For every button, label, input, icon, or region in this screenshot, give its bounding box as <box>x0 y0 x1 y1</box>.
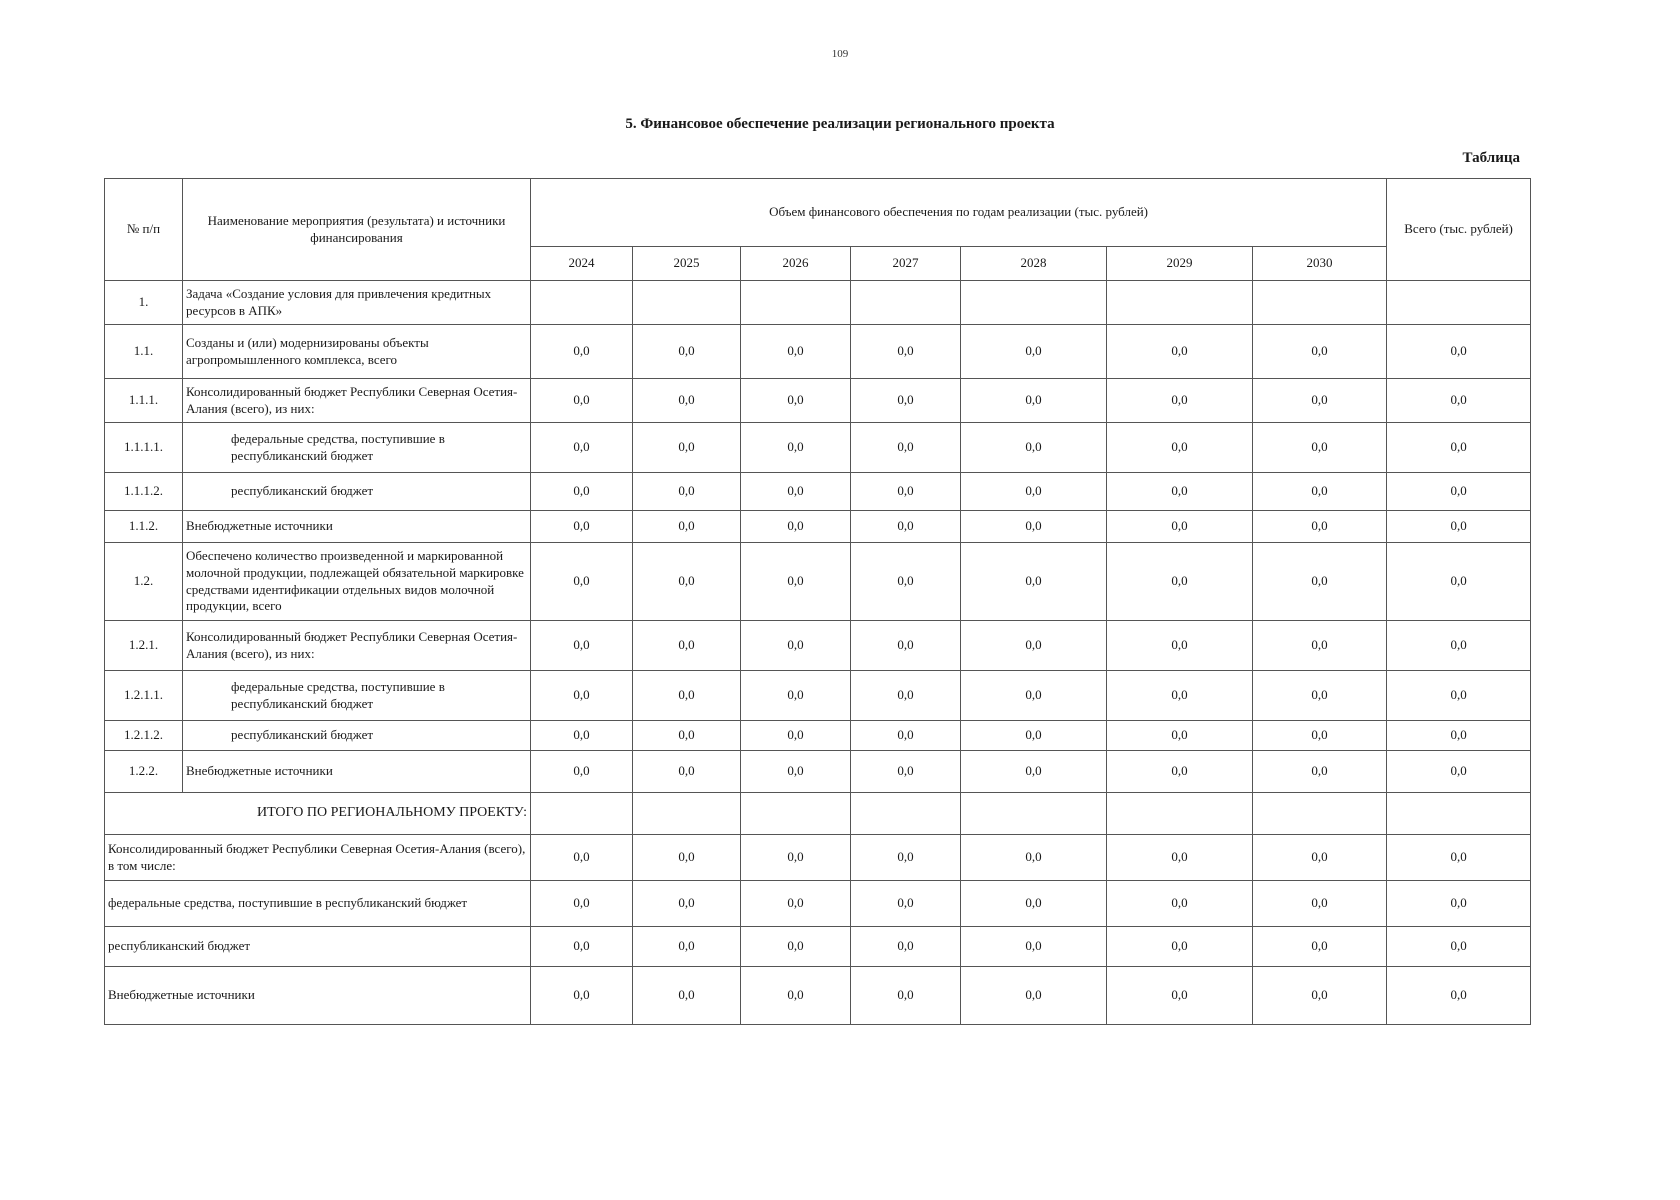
table-row <box>105 721 1531 751</box>
header-year: 2028 <box>961 247 1107 281</box>
financing-table <box>104 178 1531 1025</box>
year-value: 0,0 <box>1253 881 1387 927</box>
year-value <box>531 281 633 325</box>
year-value: 0,0 <box>633 379 741 423</box>
year-value: 0,0 <box>531 379 633 423</box>
row-total: 0,0 <box>1387 881 1531 927</box>
year-value: 0,0 <box>633 325 741 379</box>
year-value: 0,0 <box>531 511 633 543</box>
empty-cell <box>1253 793 1387 835</box>
empty-cell <box>633 793 741 835</box>
empty-cell <box>741 793 851 835</box>
year-value: 0,0 <box>1253 671 1387 721</box>
year-value: 0,0 <box>741 835 851 881</box>
row-total: 0,0 <box>1387 423 1531 473</box>
total-title: ИТОГО ПО РЕГИОНАЛЬНОМУ ПРОЕКТУ: <box>105 793 531 835</box>
year-value: 0,0 <box>1107 881 1253 927</box>
year-value: 0,0 <box>1107 511 1253 543</box>
row-name: Консолидированный бюджет Республики Северная Осетия-Алания (всего), из них: <box>183 621 531 671</box>
row-number: 1.1. <box>105 325 183 379</box>
year-value: 0,0 <box>961 671 1107 721</box>
year-value: 0,0 <box>961 621 1107 671</box>
row-total: 0,0 <box>1387 473 1531 511</box>
year-value: 0,0 <box>851 751 961 793</box>
row-number: 1.1.1.2. <box>105 473 183 511</box>
year-value: 0,0 <box>961 751 1107 793</box>
table-label: Таблица <box>1462 150 1520 166</box>
row-total: 0,0 <box>1387 751 1531 793</box>
total-row-name: Консолидированный бюджет Республики Северная Осетия-Алания (всего), в том числе: <box>105 835 531 881</box>
year-value: 0,0 <box>531 967 633 1025</box>
year-value: 0,0 <box>531 543 633 621</box>
year-value: 0,0 <box>1107 835 1253 881</box>
row-number: 1.2.2. <box>105 751 183 793</box>
empty-cell <box>1107 793 1253 835</box>
row-number: 1.2. <box>105 543 183 621</box>
year-value: 0,0 <box>531 325 633 379</box>
header-name: Наименование мероприятия (результата) и источники финансирования <box>183 179 531 281</box>
row-total: 0,0 <box>1387 543 1531 621</box>
year-value: 0,0 <box>531 927 633 967</box>
row-total: 0,0 <box>1387 927 1531 967</box>
year-value: 0,0 <box>961 835 1107 881</box>
year-value: 0,0 <box>1107 543 1253 621</box>
year-value: 0,0 <box>1253 621 1387 671</box>
year-value: 0,0 <box>741 325 851 379</box>
year-value: 0,0 <box>961 543 1107 621</box>
total-row-name: федеральные средства, поступившие в республиканский бюджет <box>105 881 531 927</box>
row-number: 1.2.1. <box>105 621 183 671</box>
row-number: 1. <box>105 281 183 325</box>
row-name: федеральные средства, поступившие в республиканский бюджет <box>183 423 531 473</box>
table-row <box>105 473 1531 511</box>
year-value <box>633 281 741 325</box>
year-value: 0,0 <box>961 325 1107 379</box>
row-name: Консолидированный бюджет Республики Северная Осетия-Алания (всего), из них: <box>183 379 531 423</box>
year-value: 0,0 <box>531 621 633 671</box>
year-value: 0,0 <box>1253 835 1387 881</box>
year-value: 0,0 <box>961 967 1107 1025</box>
row-total: 0,0 <box>1387 621 1531 671</box>
year-value: 0,0 <box>633 621 741 671</box>
header-total: Всего (тыс. рублей) <box>1387 179 1531 281</box>
year-value: 0,0 <box>741 671 851 721</box>
year-value: 0,0 <box>633 967 741 1025</box>
year-value: 0,0 <box>1253 751 1387 793</box>
row-total: 0,0 <box>1387 671 1531 721</box>
year-value: 0,0 <box>851 881 961 927</box>
year-value: 0,0 <box>961 473 1107 511</box>
year-value: 0,0 <box>961 881 1107 927</box>
year-value: 0,0 <box>851 621 961 671</box>
table-row <box>105 621 1531 671</box>
row-name: Внебюджетные источники <box>183 511 531 543</box>
total-row <box>105 927 1531 967</box>
year-value: 0,0 <box>851 967 961 1025</box>
year-value: 0,0 <box>531 751 633 793</box>
year-value: 0,0 <box>851 543 961 621</box>
year-value: 0,0 <box>531 881 633 927</box>
year-value: 0,0 <box>741 751 851 793</box>
year-value: 0,0 <box>1107 721 1253 751</box>
table-row <box>105 281 1531 325</box>
total-row <box>105 881 1531 927</box>
table-row <box>105 671 1531 721</box>
year-value <box>741 281 851 325</box>
year-value: 0,0 <box>961 423 1107 473</box>
year-value: 0,0 <box>633 721 741 751</box>
total-row-name: республиканский бюджет <box>105 927 531 967</box>
year-value: 0,0 <box>1107 379 1253 423</box>
year-value: 0,0 <box>531 835 633 881</box>
year-value: 0,0 <box>741 621 851 671</box>
year-value: 0,0 <box>851 473 961 511</box>
row-number: 1.2.1.2. <box>105 721 183 751</box>
row-total <box>1387 281 1531 325</box>
total-row-name: Внебюджетные источники <box>105 967 531 1025</box>
total-title-row <box>105 793 1531 835</box>
row-total: 0,0 <box>1387 835 1531 881</box>
year-value: 0,0 <box>851 835 961 881</box>
year-value: 0,0 <box>851 721 961 751</box>
year-value: 0,0 <box>531 671 633 721</box>
header-num: № п/п <box>105 179 183 281</box>
year-value: 0,0 <box>1107 751 1253 793</box>
year-value <box>1107 281 1253 325</box>
year-value: 0,0 <box>633 751 741 793</box>
empty-cell <box>531 793 633 835</box>
total-row <box>105 967 1531 1025</box>
row-name: Созданы и (или) модернизированы объекты агропромышленного комплекса, всего <box>183 325 531 379</box>
row-number: 1.2.1.1. <box>105 671 183 721</box>
year-value: 0,0 <box>851 511 961 543</box>
year-value: 0,0 <box>633 671 741 721</box>
header-year: 2029 <box>1107 247 1253 281</box>
year-value: 0,0 <box>1253 967 1387 1025</box>
header-year: 2024 <box>531 247 633 281</box>
year-value: 0,0 <box>741 721 851 751</box>
row-total: 0,0 <box>1387 379 1531 423</box>
empty-cell <box>1387 793 1531 835</box>
header-volume: Объем финансового обеспечения по годам реализации (тыс. рублей) <box>531 179 1387 247</box>
year-value: 0,0 <box>1107 967 1253 1025</box>
year-value: 0,0 <box>851 927 961 967</box>
year-value: 0,0 <box>1107 621 1253 671</box>
header-year: 2025 <box>633 247 741 281</box>
year-value: 0,0 <box>531 721 633 751</box>
year-value: 0,0 <box>851 423 961 473</box>
year-value: 0,0 <box>1107 423 1253 473</box>
year-value: 0,0 <box>633 423 741 473</box>
year-value: 0,0 <box>851 325 961 379</box>
row-total: 0,0 <box>1387 325 1531 379</box>
year-value: 0,0 <box>741 543 851 621</box>
year-value: 0,0 <box>961 927 1107 967</box>
section-title: 5. Финансовое обеспечение реализации регионального проекта <box>625 116 1055 132</box>
row-name: Обеспечено количество произведенной и маркированной молочной продукции, подлежащей обязательной маркировке средствами идентификации отдельных видов молочной продукции, всего <box>183 543 531 621</box>
year-value: 0,0 <box>633 511 741 543</box>
table-row <box>105 325 1531 379</box>
year-value: 0,0 <box>1107 671 1253 721</box>
row-name: республиканский бюджет <box>183 721 531 751</box>
empty-cell <box>961 793 1107 835</box>
year-value: 0,0 <box>741 927 851 967</box>
year-value: 0,0 <box>1253 473 1387 511</box>
row-name: Внебюджетные источники <box>183 751 531 793</box>
year-value: 0,0 <box>1253 423 1387 473</box>
row-total: 0,0 <box>1387 967 1531 1025</box>
year-value: 0,0 <box>633 927 741 967</box>
year-value: 0,0 <box>851 671 961 721</box>
year-value: 0,0 <box>531 473 633 511</box>
year-value: 0,0 <box>741 967 851 1025</box>
year-value: 0,0 <box>741 881 851 927</box>
year-value: 0,0 <box>1253 927 1387 967</box>
row-name: республиканский бюджет <box>183 473 531 511</box>
row-total: 0,0 <box>1387 511 1531 543</box>
year-value: 0,0 <box>1253 543 1387 621</box>
year-value: 0,0 <box>961 721 1107 751</box>
header-year: 2026 <box>741 247 851 281</box>
year-value: 0,0 <box>961 379 1107 423</box>
year-value: 0,0 <box>741 423 851 473</box>
row-name: федеральные средства, поступившие в республиканский бюджет <box>183 671 531 721</box>
year-value: 0,0 <box>531 423 633 473</box>
year-value: 0,0 <box>633 473 741 511</box>
row-number: 1.1.1. <box>105 379 183 423</box>
year-value: 0,0 <box>1253 325 1387 379</box>
year-value: 0,0 <box>961 511 1107 543</box>
total-row <box>105 835 1531 881</box>
year-value: 0,0 <box>741 473 851 511</box>
year-value: 0,0 <box>1253 511 1387 543</box>
year-value: 0,0 <box>741 511 851 543</box>
table-body <box>105 281 1531 1025</box>
year-value: 0,0 <box>1107 473 1253 511</box>
year-value: 0,0 <box>741 379 851 423</box>
table-row <box>105 379 1531 423</box>
year-value <box>851 281 961 325</box>
year-value <box>1253 281 1387 325</box>
table-row <box>105 423 1531 473</box>
year-value: 0,0 <box>1253 379 1387 423</box>
empty-cell <box>851 793 961 835</box>
table-row <box>105 511 1531 543</box>
year-value: 0,0 <box>1253 721 1387 751</box>
year-value: 0,0 <box>633 835 741 881</box>
year-value: 0,0 <box>1107 325 1253 379</box>
header-year: 2027 <box>851 247 961 281</box>
row-number: 1.1.2. <box>105 511 183 543</box>
row-number: 1.1.1.1. <box>105 423 183 473</box>
year-value: 0,0 <box>851 379 961 423</box>
year-value <box>961 281 1107 325</box>
row-name: Задача «Создание условия для привлечения кредитных ресурсов в АПК» <box>183 281 531 325</box>
header-year: 2030 <box>1253 247 1387 281</box>
table-row <box>105 543 1531 621</box>
page-number: 109 <box>831 48 849 60</box>
year-value: 0,0 <box>633 881 741 927</box>
year-value: 0,0 <box>633 543 741 621</box>
table-row <box>105 751 1531 793</box>
row-total: 0,0 <box>1387 721 1531 751</box>
year-value: 0,0 <box>1107 927 1253 967</box>
